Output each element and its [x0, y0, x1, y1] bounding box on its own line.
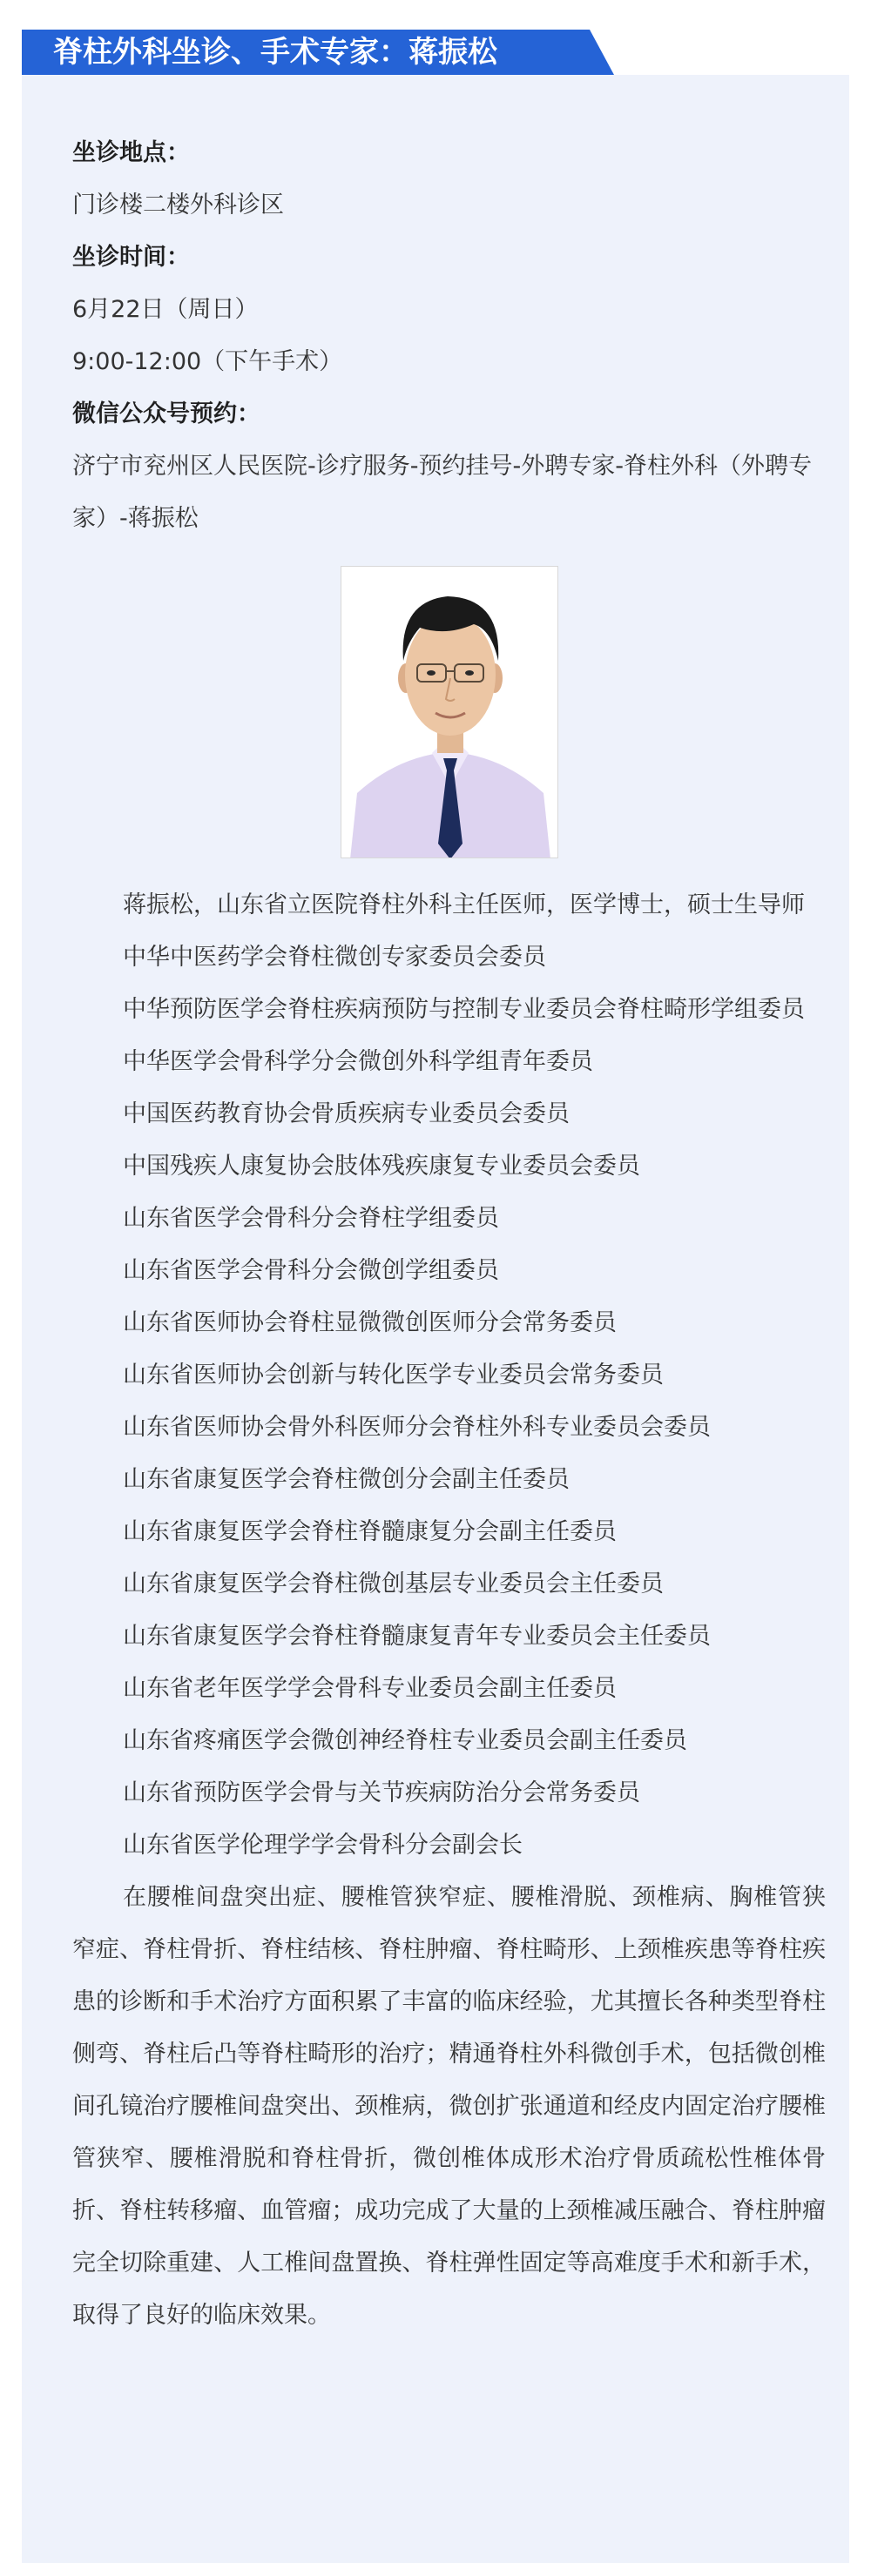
position-item: 山东省医学伦理学学会骨科分会副会长 [123, 1832, 523, 1859]
booking-path: 济宁市兖州区人民医院-诊疗服务-预约挂号-外聘专家-脊柱外科（外聘专家）-蒋振松 [72, 453, 812, 532]
clinic-hours: 9:00-12:00（下午手术） [72, 348, 343, 375]
position-item: 山东省康复医学会脊柱微创基层专业委员会主任委员 [123, 1570, 664, 1597]
position-item: 山东省医学会骨科分会脊柱学组委员 [123, 1205, 499, 1232]
position-item: 中华中医药学会脊柱微创专家委员会委员 [123, 944, 546, 971]
location-value: 门诊楼二楼外科诊区 [72, 192, 284, 219]
content-card [22, 75, 849, 2563]
bio-expertise: 在腰椎间盘突出症、腰椎管狭窄症、腰椎滑脱、颈椎病、胸椎管狭窄症、脊柱骨折、脊柱结核、脊柱肿瘤、脊柱畸形、上颈椎疾患等脊柱疾患的诊断和手术治疗方面积累了丰富的临床经验，尤其擅长各种类型脊柱侧弯、脊柱后凸等脊柱畸形的治疗；精通脊柱外科微创手术，包括微创椎间孔镜治疗腰椎间盘突出、颈椎病，微创扩张通道和经皮内固定治疗腰椎管狭窄、腰椎滑脱和脊柱骨折，微创椎体成形术治疗骨质疏松性椎体骨折、脊柱转移瘤、血管瘤；成功完成了大量的上颈椎减压融合、脊柱肿瘤完全切除重建、人工椎间盘置换、脊柱弹性固定等高难度手术和新手术，取得了良好的临床效果。 [72, 1884, 826, 2329]
location-label: 坐诊地点： [72, 139, 190, 166]
position-item: 中国残疾人康复协会肢体残疾康复专业委员会委员 [123, 1153, 640, 1180]
time-label: 坐诊时间： [72, 244, 190, 271]
position-item: 山东省医师协会脊柱显微微创医师分会常务委员 [123, 1309, 617, 1336]
section-header [22, 30, 614, 75]
booking-label: 微信公众号预约： [72, 400, 260, 427]
clinic-date: 6月22日（周日） [72, 296, 259, 323]
position-item: 山东省医师协会创新与转化医学专业委员会常务委员 [123, 1362, 664, 1389]
position-item: 山东省康复医学会脊柱脊髓康复分会副主任委员 [123, 1518, 617, 1545]
article-body [72, 127, 826, 2342]
doctor-photo [341, 566, 558, 858]
page-title: 脊柱外科坐诊、手术专家：蒋振松 [53, 35, 497, 70]
position-item: 中华医学会骨科学分会微创外科学组青年委员 [123, 1048, 593, 1075]
position-item: 山东省医学会骨科分会微创学组委员 [123, 1257, 499, 1284]
position-item: 山东省康复医学会脊柱微创分会副主任委员 [123, 1466, 570, 1493]
position-item: 山东省老年医学学会骨科专业委员会副主任委员 [123, 1675, 617, 1702]
position-item: 山东省医师协会骨外科医师分会脊柱外科专业委员会委员 [123, 1414, 711, 1441]
position-item: 山东省预防医学会骨与关节疾病防治分会常务委员 [123, 1779, 640, 1806]
doctor-portrait-icon [341, 567, 558, 858]
positions-list [72, 932, 826, 1872]
position-item: 山东省康复医学会脊柱脊髓康复青年专业委员会主任委员 [123, 1623, 711, 1650]
position-item: 山东省疼痛医学会微创神经脊柱专业委员会副主任委员 [123, 1727, 687, 1754]
position-item: 中华预防医学会脊柱疾病预防与控制专业委员会脊柱畸形学组委员 [123, 996, 805, 1023]
bio-intro: 蒋振松，山东省立医院脊柱外科主任医师，医学博士，硕士生导师 [123, 891, 805, 918]
position-item: 中国医药教育协会骨质疾病专业委员会委员 [123, 1100, 570, 1127]
